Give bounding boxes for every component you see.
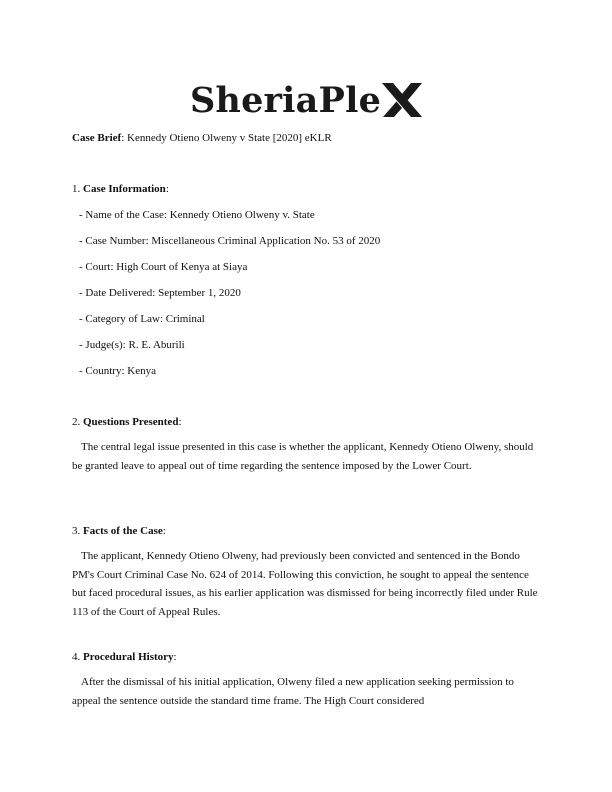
case-info-judges: - Judge(s): R. E. Aburili <box>79 339 185 351</box>
section-title: Procedural History <box>83 651 174 663</box>
section-title: Facts of the Case <box>83 525 163 537</box>
procedural-history-body: After the dismissal of his initial application, Olweny filed a new application seeking permission to appeal the sentence outside the standard time frame. The High Court considered <box>72 676 514 707</box>
case-info-number: - Case Number: Miscellaneous Criminal Application No. 53 of 2020 <box>79 235 381 247</box>
case-brief-title: : Kennedy Otieno Olweny v State [2020] eKLR <box>121 132 332 144</box>
sheriaplex-logo <box>0 76 612 124</box>
section-number: 1. <box>72 183 83 195</box>
case-info-category: - Category of Law: Criminal <box>79 313 205 325</box>
case-brief-label: Case Brief <box>72 132 122 144</box>
logo-wordmark: SheriaPle <box>189 79 382 121</box>
case-info-country: - Country: Kenya <box>79 365 156 377</box>
case-info-name: - Name of the Case: Kennedy Otieno Olweny v. State <box>79 209 315 221</box>
section-heading-case-information <box>72 183 169 195</box>
section-number: 3. <box>72 525 83 537</box>
section-heading-facts-of-the-case <box>72 525 166 537</box>
case-info-date: - Date Delivered: September 1, 2020 <box>79 287 241 299</box>
section-heading-questions-presented <box>72 416 182 428</box>
section-colon: : <box>162 525 166 537</box>
logo-x-mark-icon <box>382 81 422 119</box>
questions-presented-body: The central legal issue presented in this case is whether the applicant, Kennedy Otieno Olweny, should be granted leave to appeal out of time regarding the sentence imposed by the Lower Court. <box>72 441 534 472</box>
section-number: 2. <box>72 416 83 428</box>
section-heading-procedural-history <box>72 651 177 663</box>
facts-of-the-case-body: The applicant, Kennedy Otieno Olweny, had previously been convicted and sentenced in the Bondo PM's Court Criminal Case No. 624 of 2014. Following this conviction, he sought to appeal the sentence but faced procedural issues, as his earlier application was dismissed for being incorrectly filed under Rule 113 of the Court of Appeal Rules. <box>72 550 538 618</box>
case-info-court: - Court: High Court of Kenya at Siaya <box>79 261 248 273</box>
section-colon: : <box>165 183 169 195</box>
section-title: Questions Presented <box>83 416 179 428</box>
section-title: Case Information <box>83 183 166 195</box>
section-colon: : <box>173 651 177 663</box>
section-colon: : <box>178 416 182 428</box>
case-brief-line <box>72 132 332 144</box>
section-number: 4. <box>72 651 83 663</box>
